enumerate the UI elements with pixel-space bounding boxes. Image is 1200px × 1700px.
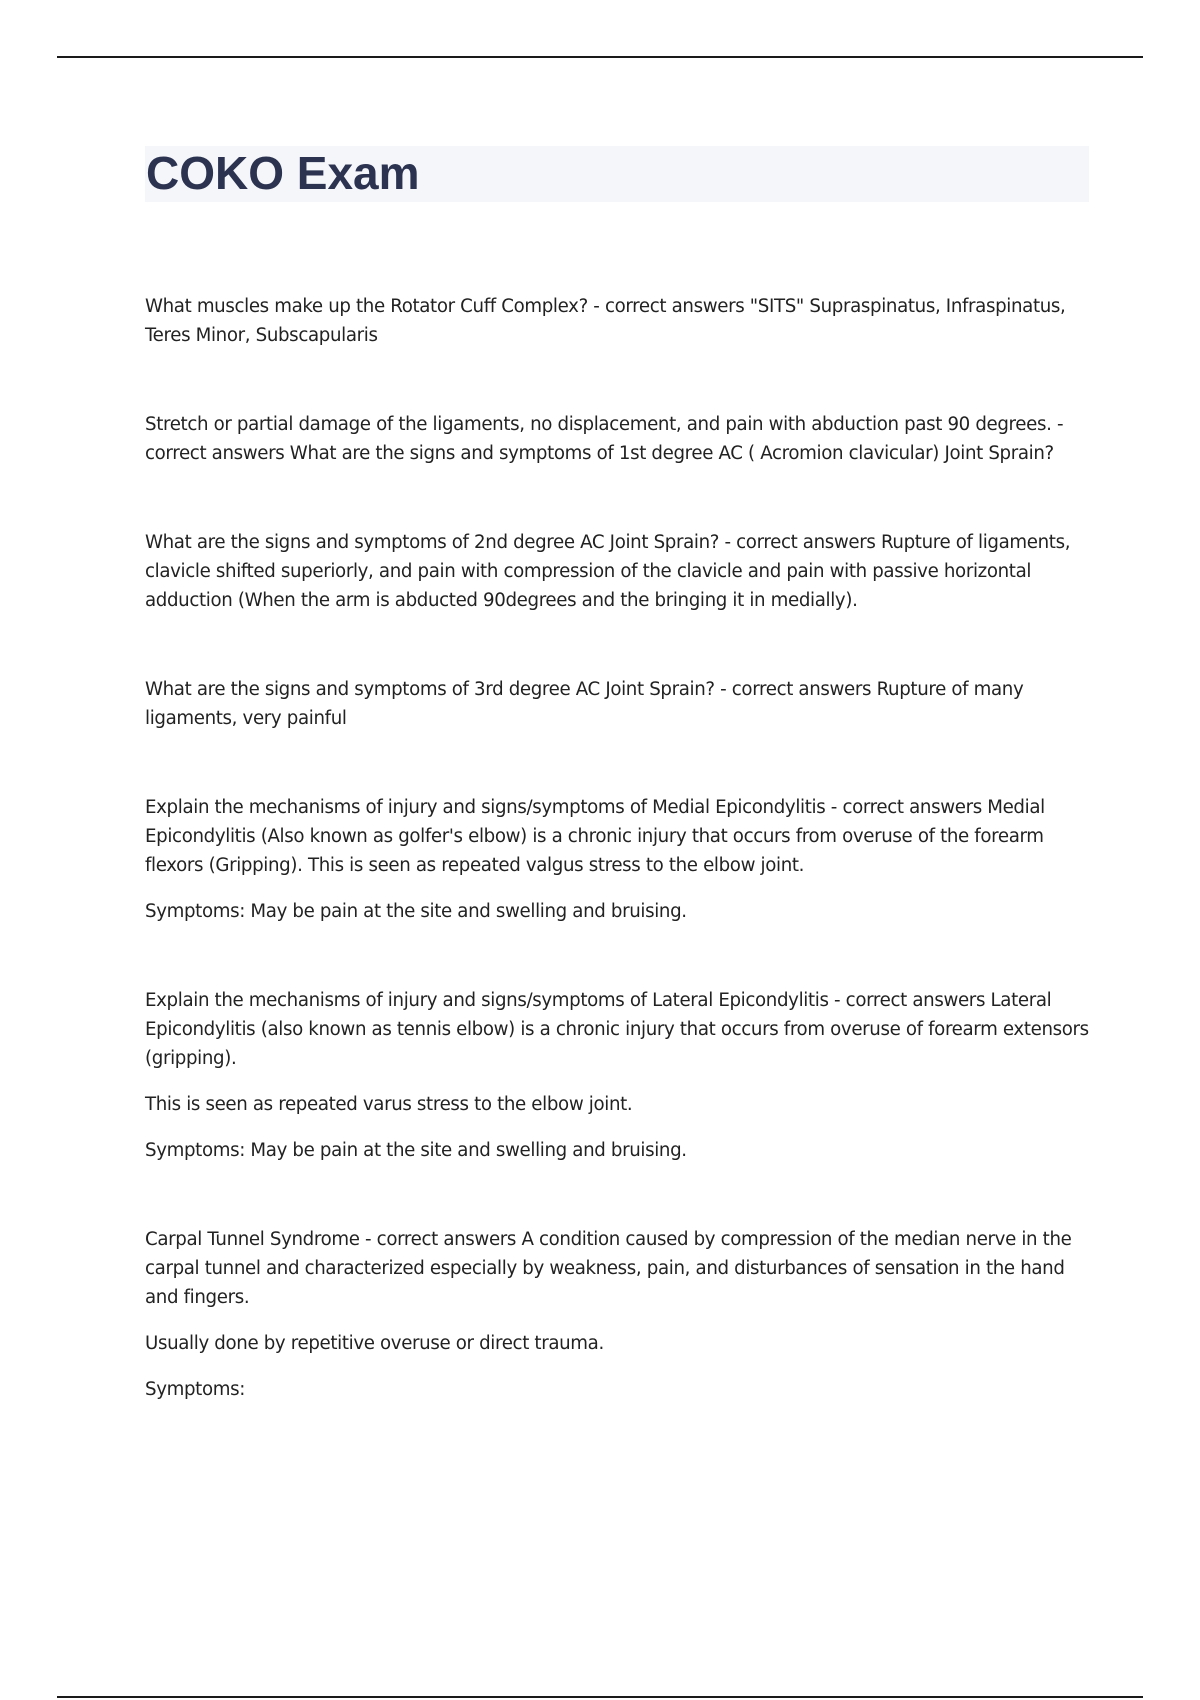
qa-paragraph: Stretch or partial damage of the ligaments, no displacement, and pain with abduction past 90 degrees. - correct answers What are the signs and symptoms of 1st degree AC ( Acromion clavicular) Joint Sprain?	[145, 414, 1064, 464]
qa-entry-lateral-epicondylitis	[145, 986, 1089, 1165]
qa-entry-carpal-tunnel	[145, 1225, 1089, 1404]
footer-rule	[57, 1696, 1143, 1698]
qa-paragraph: What muscles make up the Rotator Cuff Complex? - correct answers "SITS" Supraspinatus, Infraspinatus, Teres Minor, Subscapularis	[145, 296, 1066, 346]
qa-paragraph: Symptoms:	[145, 1379, 245, 1400]
qa-paragraph: Symptoms: May be pain at the site and swelling and bruising.	[145, 901, 687, 922]
qa-entry-ac-sprain-2nd	[145, 528, 1089, 615]
qa-entry-ac-sprain-3rd	[145, 675, 1089, 733]
qa-paragraph: Carpal Tunnel Syndrome - correct answers A condition caused by compression of the median nerve in the carpal tunnel and characterized especially by weakness, pain, and disturbances of sensation in the hand and fingers.	[145, 1229, 1072, 1308]
qa-paragraph: Explain the mechanisms of injury and signs/symptoms of Medial Epicondylitis - correct answers Medial Epicondylitis (Also known as golfer's elbow) is a chronic injury that occurs from overuse of the forearm flexors (Gripping). This is seen as repeated valgus stress to the elbow joint.	[145, 797, 1045, 876]
qa-paragraph: Explain the mechanisms of injury and signs/symptoms of Lateral Epicondylitis - correct answers Lateral Epicondylitis (also known as tennis elbow) is a chronic injury that occurs from overuse of forearm extensors (gripping).	[145, 990, 1089, 1069]
header-rule	[57, 56, 1143, 58]
qa-paragraph: What are the signs and symptoms of 3rd degree AC Joint Sprain? - correct answers Rupture of many ligaments, very painful	[145, 679, 1024, 729]
qa-entry-rotator-cuff	[145, 292, 1089, 350]
qa-entry-medial-epicondylitis	[145, 793, 1089, 926]
qa-entry-ac-sprain-1st	[145, 410, 1089, 468]
qa-paragraph: Symptoms: May be pain at the site and swelling and bruising.	[145, 1140, 687, 1161]
qa-paragraph: This is seen as repeated varus stress to the elbow joint.	[145, 1094, 633, 1115]
document-title: COKO Exam	[146, 147, 420, 199]
qa-paragraph: What are the signs and symptoms of 2nd degree AC Joint Sprain? - correct answers Rupture of ligaments, clavicle shifted superiorly, and pain with compression of the clavicle and pain with passive horizontal adduction (When the arm is abducted 90degrees and the bringing it in medially).	[145, 532, 1071, 611]
document-body	[145, 292, 1089, 1464]
qa-paragraph: Usually done by repetitive overuse or direct trauma.	[145, 1333, 604, 1354]
